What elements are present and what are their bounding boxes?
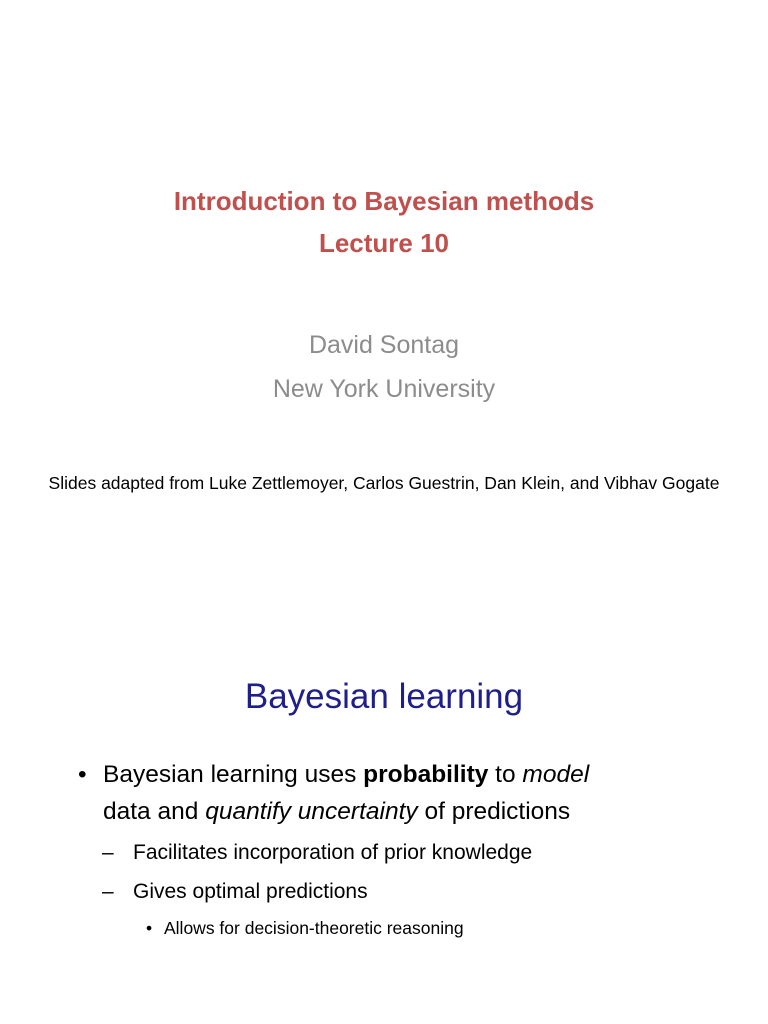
sub-sub-bullet-marker: • <box>146 918 153 938</box>
bullet-text: Bayesian learning uses <box>103 761 364 788</box>
sub-bullet-prior-knowledge: Facilitates incorporation of prior knowledge <box>133 841 533 864</box>
slide-credits: Slides adapted from Luke Zettlemoyer, Carlos Guestrin, Dan Klein, and Vibhav Gogate <box>48 473 720 493</box>
sub-bullet-marker: – <box>102 880 114 903</box>
lecture-title: Introduction to Bayesian methods <box>173 186 595 216</box>
italic-term-uncertainty: quantify uncertainty <box>205 798 418 825</box>
bullet-line-1 <box>103 760 589 790</box>
bullet-text: to <box>488 761 523 788</box>
sub-bullet-optimal-predictions: Gives optimal predictions <box>133 880 368 903</box>
lecture-number: Lecture 10 <box>318 228 450 258</box>
bullet-line-2 <box>103 797 570 827</box>
bullet-text: data and <box>103 798 206 825</box>
sub-sub-bullet-decision-theoretic: Allows for decision-theoretic reasoning <box>164 918 464 938</box>
bullet-text: of predictions <box>417 798 571 825</box>
italic-term-model: model <box>522 761 590 788</box>
slide-title: Bayesian learning <box>244 677 524 716</box>
author-affiliation: New York University <box>272 375 496 403</box>
bold-term-probability: probability <box>363 761 489 788</box>
author-name: David Sontag <box>308 331 460 359</box>
bullet-marker: • <box>78 761 87 788</box>
content-slide <box>0 576 768 1024</box>
sub-bullet-marker: – <box>102 841 114 864</box>
